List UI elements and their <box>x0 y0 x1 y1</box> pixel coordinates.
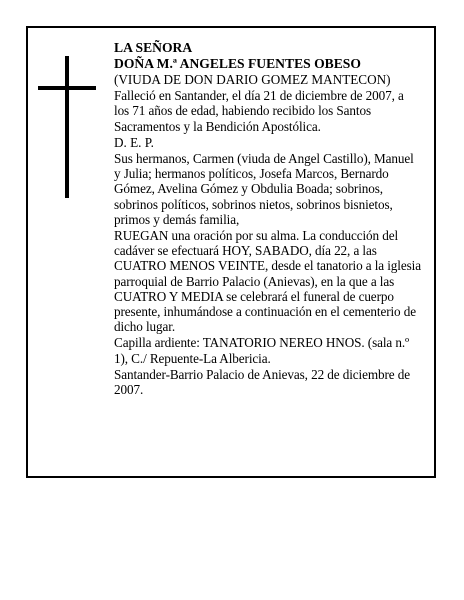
request-paragraph: RUEGAN una oración por su alma. La conducción del cadáver se efectuará HOY, SABADO, día 22, a las CUATRO MENOS VEINTE, desde el tanatorio a la iglesia parroquial de Barrio Palacio (Anievas), en la que a las CUATRO Y MEDIA se celebrará el funeral de cuerpo presente, inhumándose a continuación en el cementerio de dicho lugar. <box>114 228 421 335</box>
notice-text <box>114 40 422 397</box>
death-paragraph: Falleció en Santander, el día 21 de diciembre de 2007, a los 71 años de edad, habiendo recibido los Santos Sacramentos y la Bendición Apostólica. <box>114 88 404 134</box>
notice-title: LA SEÑORA <box>114 40 193 55</box>
family-paragraph: Sus hermanos, Carmen (viuda de Angel Castillo), Manuel y Julia; hermanos políticos, Josefa Marcos, Bernardo Gómez, Avelina Gómez y Obdulia Boada; sobrinos, sobrinos políticos, sobrinos nietos, sobrinos bisnietos, primos y demás familia, <box>114 151 414 227</box>
cross-icon <box>38 56 96 198</box>
widow-line: (VIUDA DE DON DARIO GOMEZ MANTECON) <box>114 72 391 87</box>
cross-vertical-bar <box>65 56 69 198</box>
obituary-notice <box>26 26 436 478</box>
chapel-paragraph: Capilla ardiente: TANATORIO NEREO HNOS. (sala n.º 1), C./ Repuente-La Albericia. <box>114 335 410 366</box>
deceased-name: DOÑA M.ª ANGELES FUENTES OBESO <box>114 56 361 71</box>
dep-line: D. E. P. <box>114 134 154 150</box>
cross-horizontal-bar <box>38 86 96 90</box>
place-date-paragraph: Santander-Barrio Palacio de Anievas, 22 de diciembre de 2007. <box>114 366 410 398</box>
